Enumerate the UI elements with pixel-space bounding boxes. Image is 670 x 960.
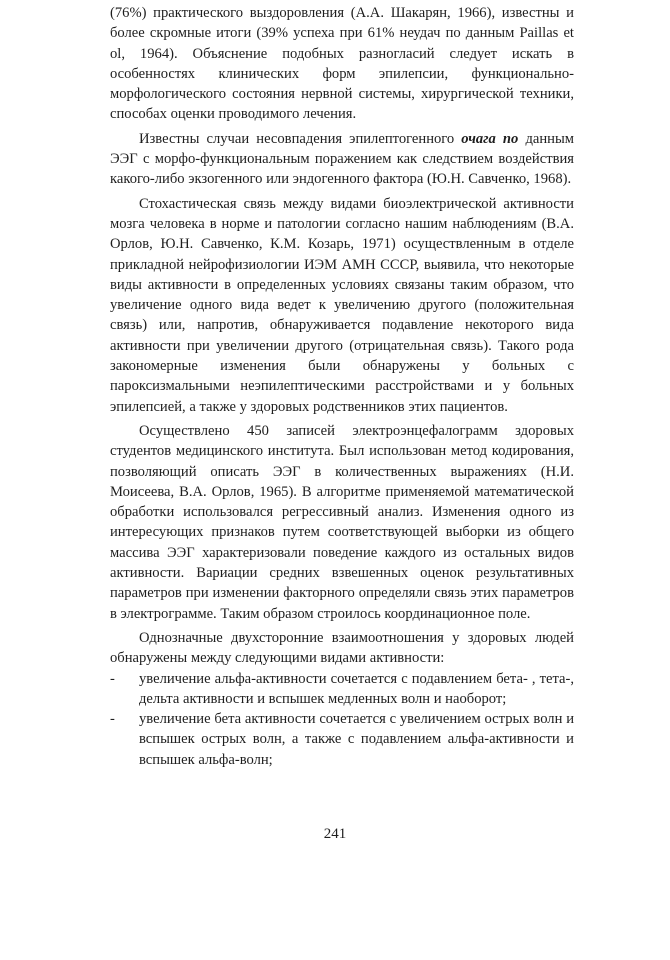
list-item-text: увеличение бета активности сочетается с увеличением острых волн и вспышек острых волн, а также с подавлением альфа-активности и вспышек альфа-волн; bbox=[139, 711, 574, 768]
list-item bbox=[110, 709, 574, 770]
paragraph-2 bbox=[110, 129, 574, 190]
activity-list bbox=[110, 669, 574, 770]
paragraph-4: Осуществлено 450 записей электроэнцефалограмм здоровых студентов медицинского института. Был использован метод кодирования, позволяющий описать ЭЭГ в количественных выражениях (Н.И. Моисеева, В.А. Орлов, 1965). В алгоритме применяемой математической обработки использовался регрессивный анализ. Изменения одного из интересующих признаков путем соответствующей выборки из общего массива ЭЭГ характеризовали поведение каждого из остальных видов активности. Вариации средних взвешенных оценок результативных параметров при изменении факторного определяли связь этих параметров в электрограмме. Таким образом строилось координационное поле. bbox=[110, 422, 574, 622]
paragraph-3: Стохастическая связь между видами биоэлектрической активности мозга человека в норме и патологии согласно нашим наблюдениям (В.А. Орлов, Ю.Н. Савченко, К.М. Козарь, 1971) осуществленным в отделе прикладной нейрофизиологии ИЭМ АМН СССР, выявила, что некоторые виды активности в определенных условиях связаны таким образом, что увеличение одного вида ведет к увеличению другого (положительная связь) или, напротив, обнаруживается подавление некоторого вида активности при увеличении другого (отрицательная связь). Такого рода закономерные изменения были обнаружены у больных с пароксизмальными неэпилептическими расстройствами и у больных эпилепсией, а также у здоровых родственников этих пациентов. bbox=[110, 195, 574, 415]
list-item-text: увеличение альфа-активности сочетается с подавлением бета- , тета-, дельта активности и вспышек медленных волн и наоборот; bbox=[139, 670, 574, 707]
list-item bbox=[110, 669, 574, 710]
paragraph-2-part-1: Известны случаи несовпадения эпилептогенного bbox=[139, 130, 462, 147]
page-number: 241 bbox=[323, 826, 347, 842]
list-dash: - bbox=[110, 670, 115, 687]
paragraph-5: Однозначные двухсторонние взаимоотношения у здоровых людей обнаружены между следующими видами активности: bbox=[110, 629, 574, 667]
emphasis-ochaga-po: очага по bbox=[461, 130, 519, 147]
body-text bbox=[110, 3, 574, 770]
paragraph-1: (76%) практического выздоровления (А.А. Шакарян, 1966), известны и более скромные итоги (39% успеха при 61% неудач по данным Paillas et ol, 1964). Объяснение подобных разногласий следует искать в особенностях клинических форм эпилепсии, функционально-морфологического состояния нервной системы, хирургической техники, способах оценки проводимого лечения. bbox=[110, 5, 574, 123]
list-dash: - bbox=[110, 711, 115, 728]
paragraph-2-part-2: данным ЭЭГ с морфо-функциональным поражением как следствием воздействия какого-либо экзогенного или эндогенного фактора (Ю.Н. Савченко, 1968). bbox=[110, 130, 575, 188]
